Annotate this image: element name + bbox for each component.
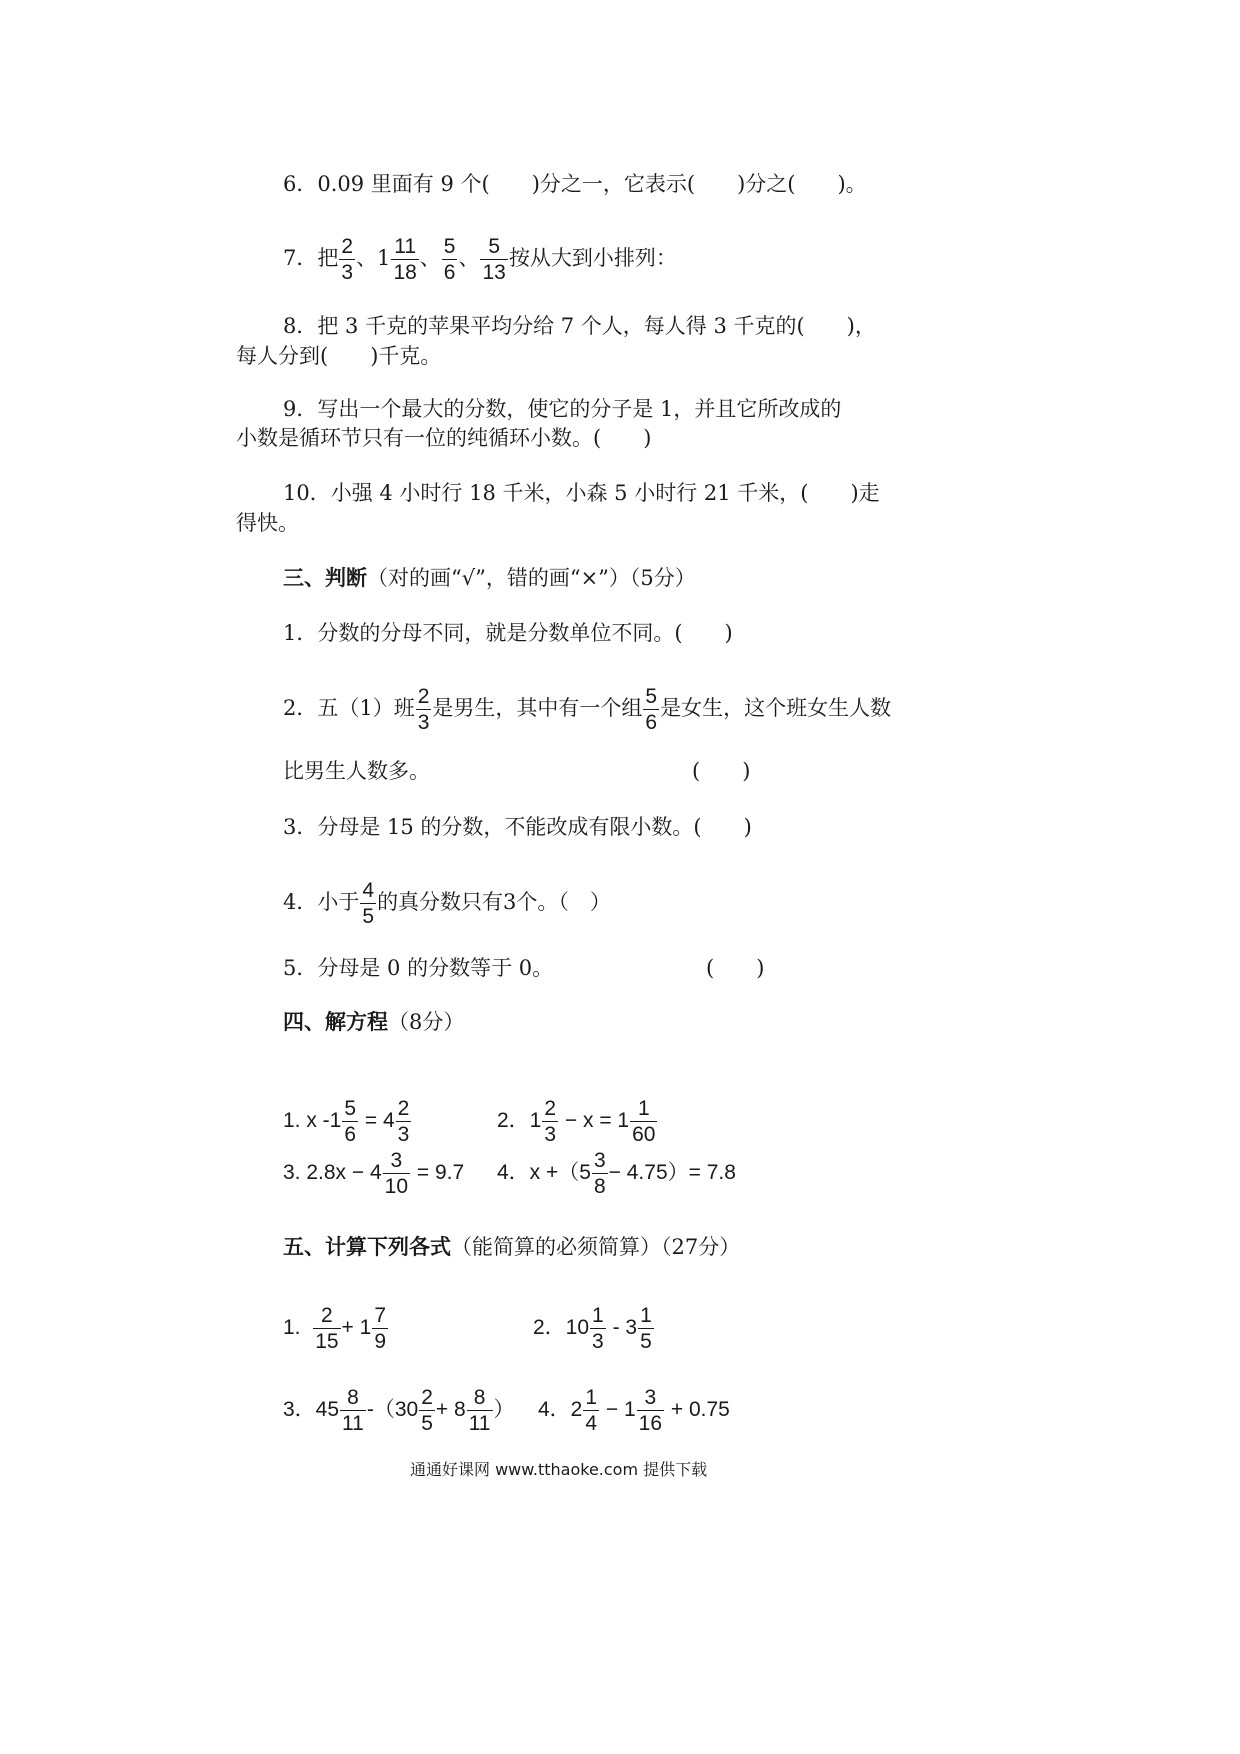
judge-question-2-line2: 比男生人数多。 [283, 759, 430, 783]
text-segment: 三、判断 [283, 566, 367, 590]
fraction [396, 1098, 412, 1145]
equation-3 [283, 1150, 464, 1197]
fraction [340, 1387, 366, 1434]
numerator: 1 [630, 1098, 657, 1122]
denominator: 3 [417, 711, 430, 734]
judge-question-2 [283, 686, 891, 733]
text-segment: （对的画“√”，错的画“×”）（5分） [367, 566, 696, 590]
text-segment: 3. 2.8x − 4 [283, 1161, 382, 1185]
fraction [590, 1305, 606, 1352]
numerator: 1 [640, 1304, 652, 1327]
text-segment: 是男生，其中有一个组 [432, 696, 643, 720]
text-segment: 、 [419, 246, 441, 270]
numerator: 8 [467, 1387, 493, 1411]
denominator: 9 [374, 1330, 387, 1353]
denominator: 3 [341, 261, 354, 284]
text-segment: 四、解方程 [283, 1010, 388, 1034]
section-heading-compute [283, 1234, 740, 1260]
fill-question-7 [283, 236, 677, 283]
fraction [542, 1098, 558, 1145]
fraction [643, 686, 659, 733]
numerator: 3 [383, 1150, 410, 1174]
denominator: 18 [393, 261, 417, 284]
section-heading-equations [283, 1009, 464, 1035]
text-segment: - 3 [612, 1316, 638, 1340]
numerator: 2 [417, 685, 430, 708]
numerator: 11 [391, 236, 418, 260]
text-segment: 、1 [356, 246, 391, 270]
fill-question-9-line2: 小数是循环节只有一位的纯循环小数。( ) [236, 426, 652, 450]
numerator: 1 [592, 1304, 604, 1327]
text-segment: = 9.7 [416, 1161, 465, 1185]
numerator: 2 [421, 1386, 433, 1409]
text-segment: （8分） [388, 1010, 465, 1034]
denominator: 11 [342, 1412, 364, 1435]
compute-problem-2 [533, 1305, 655, 1352]
denominator: 60 [632, 1123, 656, 1146]
text-segment: − x = 1 [564, 1109, 630, 1133]
text-segment: -（30 [366, 1398, 419, 1422]
denominator: 6 [344, 1123, 357, 1146]
numerator: 3 [593, 1149, 606, 1172]
text-segment: = 4 [364, 1109, 395, 1133]
text-segment: 2．10 [533, 1316, 590, 1340]
fill-question-9-line1: 9．写出一个最大的分数，使它的分子是 1，并且它所改成的 [283, 397, 842, 421]
text-segment: 的真分数只有3个。（ ） [377, 890, 611, 914]
text-segment: 2．1 [497, 1109, 542, 1133]
text-segment: 五、计算下列各式 [283, 1235, 451, 1259]
numerator: 2 [313, 1305, 340, 1329]
text-segment: 是女生，这个班女生人数 [660, 696, 892, 720]
text-segment: 4．2 [538, 1398, 583, 1422]
judge-question-1: 1．分数的分母不同，就是分数单位不同。( ) [283, 621, 733, 645]
text-segment: + 1 [341, 1316, 372, 1340]
text-segment: 3．45 [283, 1398, 340, 1422]
denominator: 13 [482, 261, 506, 284]
denominator: 3 [544, 1123, 557, 1146]
fraction [637, 1387, 664, 1434]
equation-2 [497, 1098, 658, 1145]
judge-question-4 [283, 880, 611, 927]
fraction [360, 880, 376, 927]
denominator: 6 [443, 261, 456, 284]
denominator: 5 [640, 1330, 652, 1353]
text-segment: 4．x +（5 [497, 1161, 591, 1185]
denominator: 8 [593, 1175, 606, 1198]
fraction [583, 1387, 599, 1434]
text-segment: + 8 [435, 1398, 466, 1422]
fraction [467, 1387, 493, 1434]
answer-blank: ( ) [692, 759, 751, 783]
denominator: 16 [638, 1412, 663, 1435]
answer-blank: ( ) [706, 956, 765, 980]
fill-question-6: 6．0.09 里面有 9 个( )分之一，它表示( )分之( )。 [283, 172, 867, 196]
denominator: 5 [421, 1412, 433, 1435]
text-segment: 2．五（1）班 [283, 696, 415, 720]
numerator: 2 [341, 235, 354, 258]
text-segment: ） [493, 1398, 515, 1422]
text-segment: 1. x -1 [283, 1109, 342, 1133]
fill-question-10-line1: 10．小强 4 小时行 18 千米，小森 5 小时行 21 千米，( )走 [283, 481, 880, 505]
text-segment: 、 [458, 246, 480, 270]
text-segment: 7．把 [283, 246, 339, 270]
denominator: 3 [592, 1330, 604, 1353]
fraction [416, 686, 432, 733]
fraction [480, 236, 507, 283]
fraction [383, 1150, 410, 1197]
numerator: 3 [637, 1387, 664, 1411]
fraction [342, 1098, 358, 1145]
numerator: 5 [443, 235, 456, 258]
text-segment: 按从大到小排列： [508, 246, 677, 270]
numerator: 5 [480, 236, 507, 260]
text-segment: 4．小于 [283, 890, 360, 914]
section-heading-judge [283, 565, 696, 591]
denominator: 11 [468, 1412, 491, 1435]
denominator: 10 [384, 1175, 409, 1198]
fraction [630, 1098, 657, 1145]
fill-question-10-line2: 得快。 [236, 511, 299, 535]
fill-question-8-line1: 8．把 3 千克的苹果平均分给 7 个人，每人得 3 千克的( )， [283, 314, 876, 338]
numerator: 5 [344, 1097, 357, 1120]
judge-question-3: 3．分母是 15 的分数，不能改成有限小数。( ) [283, 815, 752, 839]
footer-credit: 通通好课网 www.tthaoke.com 提供下载 [410, 1460, 708, 1479]
text-segment: − 4.75）= 7.8 [608, 1161, 736, 1185]
text-segment: （能简算的必须简算）（27分） [451, 1235, 741, 1259]
fraction [419, 1387, 435, 1434]
numerator: 2 [544, 1097, 557, 1120]
fill-question-8-line2: 每人分到( )千克。 [236, 344, 442, 368]
denominator: 4 [585, 1412, 598, 1435]
denominator: 5 [362, 905, 375, 928]
fraction [313, 1305, 340, 1352]
numerator: 4 [362, 879, 375, 902]
fraction [442, 236, 458, 283]
text-segment: 1. [283, 1316, 301, 1340]
compute-problem-4 [538, 1387, 730, 1434]
denominator: 15 [315, 1330, 339, 1353]
fraction [592, 1150, 608, 1197]
denominator: 6 [645, 711, 658, 734]
fraction [339, 236, 355, 283]
numerator: 1 [585, 1386, 598, 1409]
compute-problem-1 [283, 1305, 389, 1352]
text-segment: − 1 [605, 1398, 636, 1422]
numerator: 8 [340, 1387, 366, 1411]
compute-problem-3 [283, 1387, 515, 1434]
fraction [391, 236, 418, 283]
fraction [638, 1305, 654, 1352]
numerator: 5 [645, 685, 658, 708]
equation-4 [497, 1150, 736, 1197]
text-segment: + 0.75 [670, 1398, 730, 1422]
denominator: 3 [397, 1123, 410, 1146]
equation-1 [283, 1098, 412, 1145]
judge-question-5: 5．分母是 0 的分数等于 0。 [283, 956, 554, 980]
numerator: 2 [397, 1097, 410, 1120]
fraction [372, 1305, 388, 1352]
numerator: 7 [374, 1304, 387, 1327]
